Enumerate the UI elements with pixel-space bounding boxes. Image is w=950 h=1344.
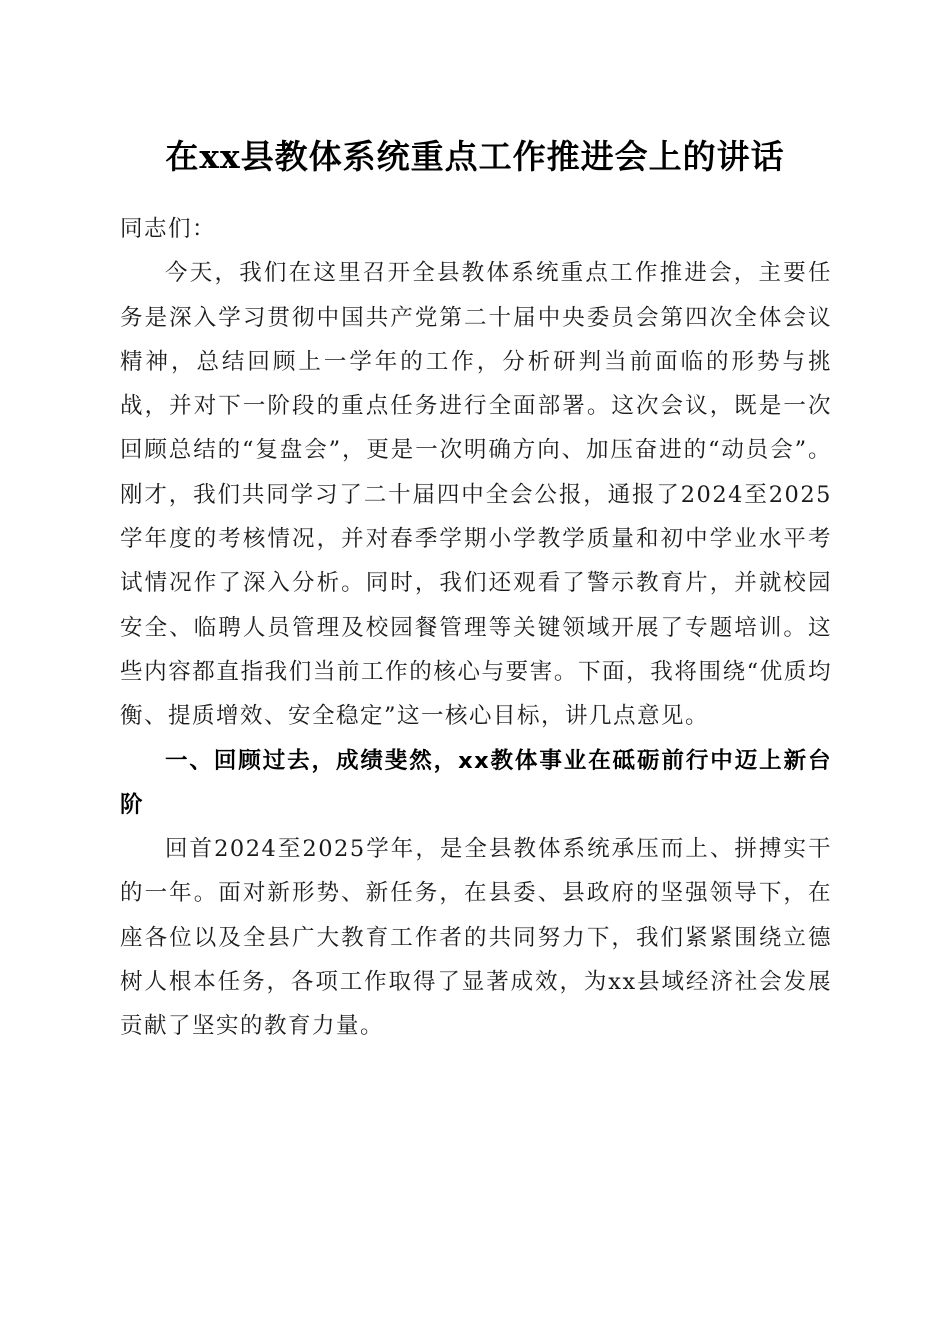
document-title: 在xx县教体系统重点工作推进会上的讲话 (165, 137, 785, 176)
opening-paragraph: 今天，我们在这里召开全县教体系统重点工作推进会，主要任务是深入学习贯彻中国共产党第二十届中央委员会第四次全体会议精神，总结回顾上一学年的工作，分析研判当前面临的形势与挑战，并对下一阶段的重点任务进行全面部署。这次会议，既是一次回顾总结的“复盘会”，更是一次明确方向、加压奋进的“动员会”。刚才，我们共同学习了二十届四中全会公报，通报了2024至2025学年度的考核情况，并对春季学期小学教学质量和初中学业水平考试情况作了深入分析。同时，我们还观看了警示教育片，并就校园安全、临聘人员管理及校园餐管理等关键领域开展了专题培训。这些内容都直指我们当前工作的核心与要害。下面，我将围绕“优质均衡、提质增效、安全稳定”这一核心目标，讲几点意见。 (120, 260, 832, 730)
salutation: 同志们： (120, 216, 217, 242)
section-1-paragraph: 回首2024至2025学年，是全县教体系统承压而上、拼搏实干的一年。面对新形势、新任务，在县委、县政府的坚强领导下，在座各位以及全县广大教育工作者的共同努力下，我们紧紧围绕立德树人根本任务，各项工作取得了显著成效，为xx县域经济社会发展贡献了坚实的教育力量。 (120, 836, 832, 1040)
document-body (120, 207, 832, 1049)
section-heading-1: 一、回顾过去，成绩斐然，xx教体事业在砥砺前行中迈上新台阶 (120, 747, 832, 818)
